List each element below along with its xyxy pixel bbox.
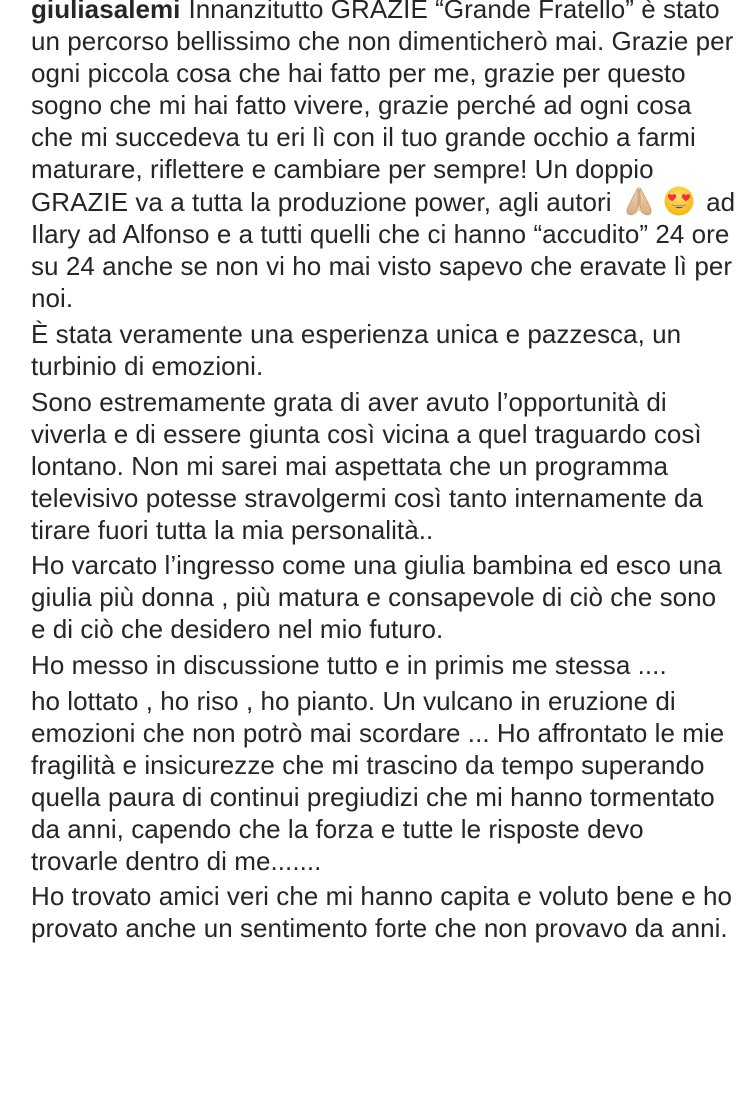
heart-eyes-icon [662,185,696,217]
post-caption [31,0,736,949]
caption-paragraph: Ho trovato amici veri che mi hanno capita e voluto bene e ho provato anche un sentimento forte che non provavo da anni. [31,881,733,944]
caption-paragraph: Ho messo in discussione tutto e in primis me stessa .... [31,650,667,681]
caption-text: ad Ilary ad Alfonso e a tutti quelli che ci hanno “accudito” 24 ore su 24 anche se non vi ho mai visto sapevo che eravate lì per noi. [31,187,736,314]
caption-paragraph: Sono estremamente grata di aver avuto l’opportunità di viverla e di essere giunta così vicina a quel traguardo così lontano. Non mi sarei mai aspettata che un programma televisivo potesse stravolgermi così tanto internamente da tirare fuori tutta la mia personalità.. [31,386,704,545]
caption-paragraph: ho lottato , ho riso , ho pianto. Un vulcano in eruzione di emozioni che non potrò mai scordare ... Ho affrontato le mie fragilità e insicurezze che mi trascino da tempo superando quella paura di continui pregiudizi che mi hanno tormentato da anni, capendo che la forza e tutte le risposte devo trovarle dentro di me....... [31,686,725,876]
username-link[interactable]: giuliasalemi [31,0,181,24]
caption-paragraph: Ho varcato l’ingresso come una giulia bambina ed esco una giulia più donna , più matura e consapevole di ciò che sono e di ciò che desidero nel mio futuro. [31,550,722,645]
caption-paragraph: È stata veramente una esperienza unica e pazzesca, un turbinio di emozioni. [31,319,682,381]
caption-paragraph [31,0,736,315]
folded-hands-icon [622,185,656,217]
caption-text: Innanzitutto GRAZIE “Grande Fratello” è stato un percorso bellissimo che non dimenticherò mai. Grazie per ogni piccola cosa che hai fatto per me, grazie per questo sogno che mi hai fatto vivere, grazie perché ad ogni cosa che mi succedeva tu eri lì con il tuo grande occhio a farmi maturare, riflettere e cambiare per sempre! Un doppio GRAZIE va a tutta la produzione power, agli autori [31,0,734,218]
